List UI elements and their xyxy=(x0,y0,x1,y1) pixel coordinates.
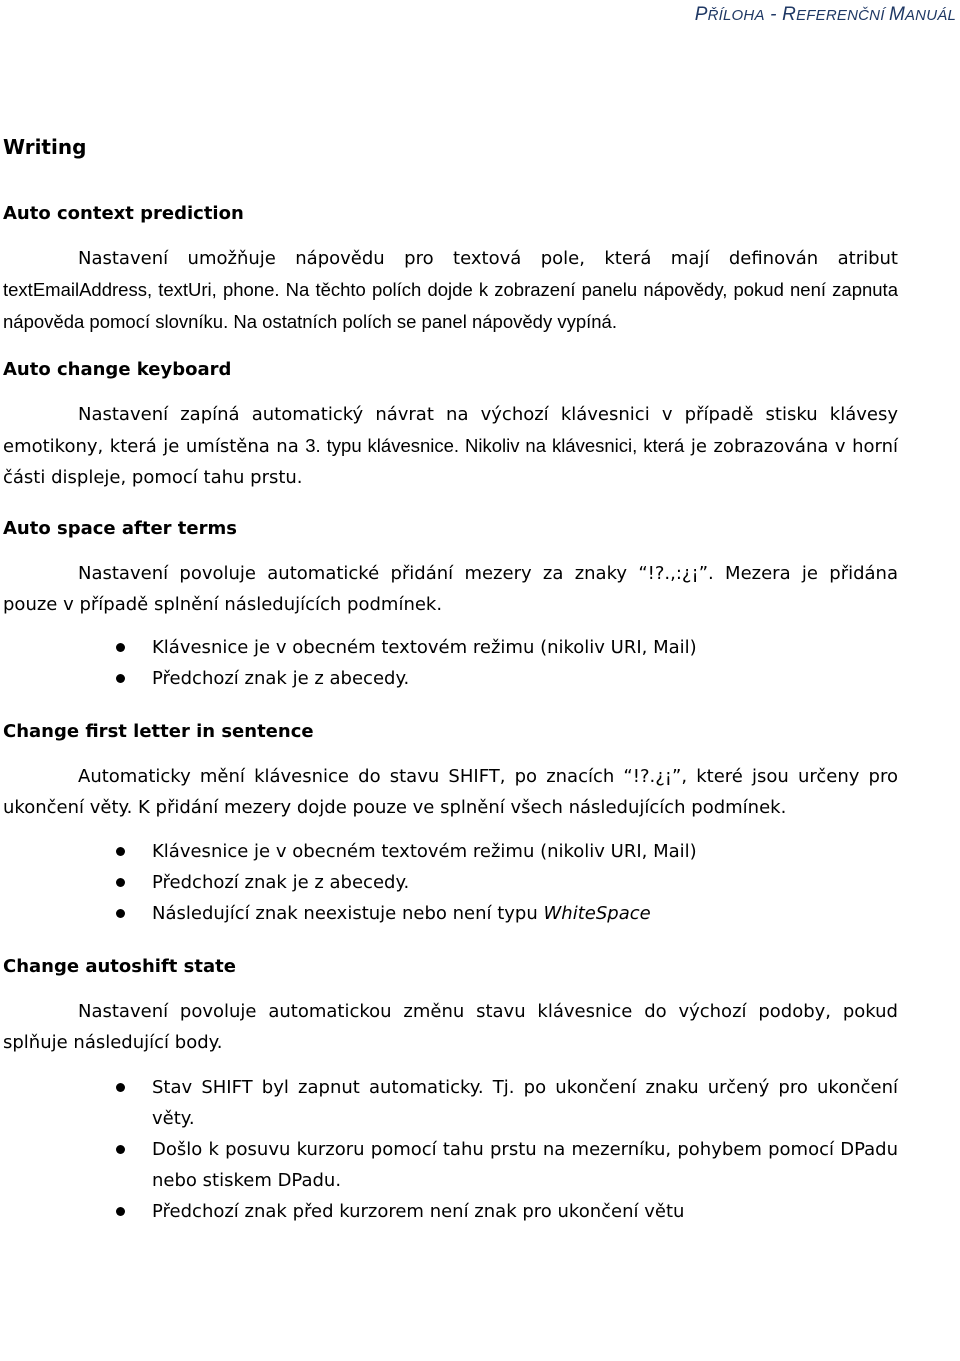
spacer xyxy=(3,929,898,952)
bullet-list-change-autoshift xyxy=(3,1072,898,1227)
bullet-icon xyxy=(116,1083,125,1092)
spacer xyxy=(3,338,898,355)
heading-change-autoshift-state: Change autoshift state xyxy=(3,956,236,977)
spacer xyxy=(3,694,898,717)
bullet-icon xyxy=(116,847,125,856)
list-item xyxy=(3,867,898,898)
list-item-text: Klávesnice je v obecném textovém režimu (nikoliv URI, Mail) xyxy=(152,841,697,862)
bullet-icon xyxy=(116,878,125,887)
paragraph-auto-change-keyboard xyxy=(3,399,898,493)
bullet-list-change-first xyxy=(3,836,898,929)
paragraph-part: 3. typu klávesnice. Nikoliv na klávesnici, která xyxy=(305,435,685,456)
heading-change-first-letter: Change first letter in sentence xyxy=(3,721,314,742)
bullet-icon xyxy=(116,1145,125,1154)
list-item-text: Došlo k posuvu kurzoru pomocí tahu prstu na mezerníku, pohybem pomocí DPadu nebo stiskem DPadu. xyxy=(152,1139,898,1191)
heading-auto-context-prediction: Auto context prediction xyxy=(3,203,244,224)
paragraph-part: textEmailAddress, textUri, phone. Na těchto polích dojde k zobrazení panelu nápovědy, pokud není zapnuta nápověda pomocí slovníku. Na ostatních polích se panel nápovědy vypíná. xyxy=(3,279,898,332)
bullet-icon xyxy=(116,909,125,918)
header-title-cap2: M xyxy=(888,4,905,25)
bullet-list-auto-space xyxy=(3,632,898,694)
bullet-icon xyxy=(116,643,125,652)
running-header xyxy=(695,4,956,26)
list-item-text: Předchozí znak je z abecedy. xyxy=(152,872,410,893)
heading-auto-change-keyboard: Auto change keyboard xyxy=(3,359,232,380)
list-item-text: Předchozí znak před kurzorem není znak pro ukončení větu xyxy=(152,1201,685,1222)
header-prefix-rest: ŘÍLOHA xyxy=(707,7,765,24)
list-item xyxy=(3,1134,898,1196)
header-title-rest1: EFERENČNÍ xyxy=(796,7,889,24)
list-item xyxy=(3,836,898,867)
paragraph-part: Nastavení zapíná automatický návrat na výchozí klávesnici v případě stisku klávesy emotikony, která je umístěna na xyxy=(3,404,898,457)
paragraph-part: je zobrazována v horní části displeje, pomocí tahu prstu. xyxy=(3,436,898,488)
bullet-icon xyxy=(116,674,125,683)
paragraph-part: Nastavení umožňuje nápovědu pro textová pole, která mají definován atribut xyxy=(78,248,898,269)
paragraph-change-autoshift-state: Nastavení povoluje automatickou změnu stavu klávesnice do výchozí podoby, pokud splňuje následující body. xyxy=(3,1001,898,1053)
section-title: Writing xyxy=(3,135,87,159)
paragraph-auto-context-prediction xyxy=(3,243,898,338)
list-item-text: Stav SHIFT byl zapnut automaticky. Tj. po ukončení znaku určený pro ukončení věty. xyxy=(152,1077,898,1129)
heading-auto-space-after-terms: Auto space after terms xyxy=(3,518,237,539)
spacer xyxy=(3,747,898,761)
list-item xyxy=(3,1196,898,1227)
spacer xyxy=(3,385,898,399)
header-title-cap1: R xyxy=(782,4,797,25)
spacer xyxy=(3,229,898,243)
list-item-text: Následující znak neexistuje nebo není typu xyxy=(152,903,544,924)
bullet-icon xyxy=(116,1207,125,1216)
paragraph-auto-space-after-terms: Nastavení povoluje automatické přidání mezery za znaky “!?.,:¿¡”. Mezera je přidána pouze v případě splnění následujících podmínek. xyxy=(3,563,898,615)
spacer xyxy=(3,620,898,632)
spacer xyxy=(3,823,898,836)
list-item-text: Předchozí znak je z abecedy. xyxy=(152,668,410,689)
document-body xyxy=(3,130,898,1227)
spacer xyxy=(3,544,898,558)
header-title-rest2: ANUÁL xyxy=(904,7,956,24)
list-item xyxy=(3,898,898,929)
paragraph-change-first-letter: Automaticky mění klávesnice do stavu SHIFT, po znacích “!?.¿¡”, které jsou určeny pro ukončení věty. K přidání mezery dojde pouze ve splnění všech následujících podmínek. xyxy=(3,766,898,818)
spacer xyxy=(3,165,898,199)
list-item xyxy=(3,1072,898,1134)
header-prefix-cap: P xyxy=(694,4,708,25)
header-dash: - xyxy=(764,4,783,25)
list-item xyxy=(3,632,898,663)
list-item xyxy=(3,663,898,694)
list-item-italic: WhiteSpace xyxy=(543,903,651,924)
spacer xyxy=(3,1058,898,1072)
spacer xyxy=(3,493,898,514)
list-item-text: Klávesnice je v obecném textovém režimu (nikoliv URI, Mail) xyxy=(152,637,697,658)
spacer xyxy=(3,982,898,996)
